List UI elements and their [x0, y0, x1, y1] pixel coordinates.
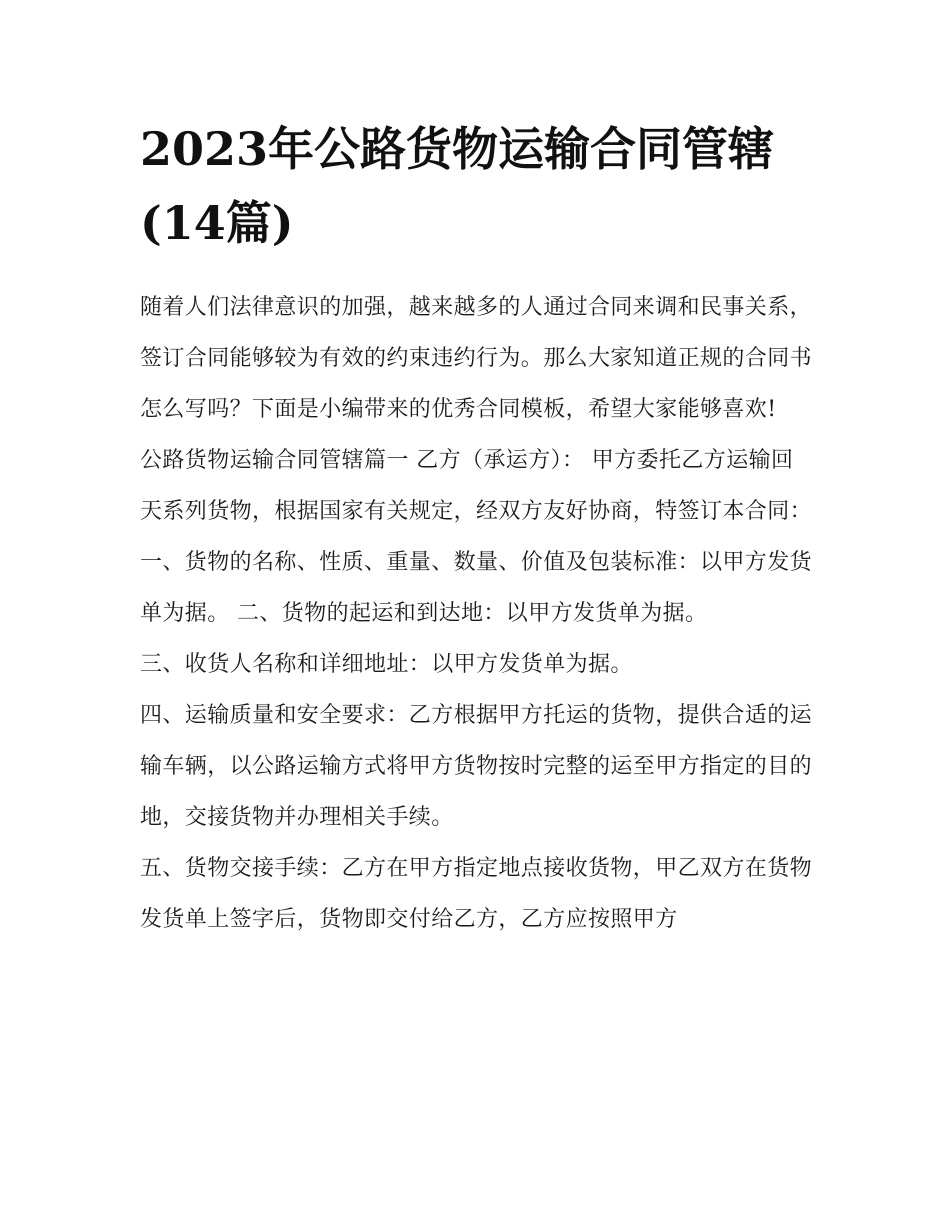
paragraph-clause-5: 五、货物交接手续：乙方在甲方指定地点接收货物，甲乙双方在货物发货单上签字后，货物即交付给乙方，乙方应按照甲方 — [140, 856, 813, 932]
paragraph-clause-3: 三、收货人名称和详细地址：以甲方发货单为据。 — [140, 652, 633, 677]
paragraph-intro: 随着人们法律意识的加强，越来越多的人通过合同来调和民事关系，签订合同能够较为有效的约束违约行为。那么大家知道正规的合同书怎么写吗？下面是小编带来的优秀合同模板，希望大家能够喜欢! — [140, 295, 813, 422]
document-page — [140, 112, 812, 945]
paragraph-clause-4: 四、运输质量和安全要求：乙方根据甲方托运的货物，提供合适的运输车辆，以公路运输方式将甲方货物按时完整的运至甲方指定的目的地，交接货物并办理相关手续。 — [140, 703, 813, 830]
paragraph-section-one: 公路货物运输合同管辖篇一 乙方（承运方）： 甲方委托乙方运输回天系列货物，根据国家有关规定，经双方友好协商，特签订本合同： — [140, 448, 813, 524]
document-body — [140, 282, 812, 945]
paragraph-clause-1-2: 一、货物的名称、性质、重量、数量、价值及包装标准：以甲方发货单为据。 二、货物的起运和到达地：以甲方发货单为据。 — [140, 550, 813, 626]
document-title: 2023年公路货物运输合同管辖(14篇) — [140, 122, 775, 250]
